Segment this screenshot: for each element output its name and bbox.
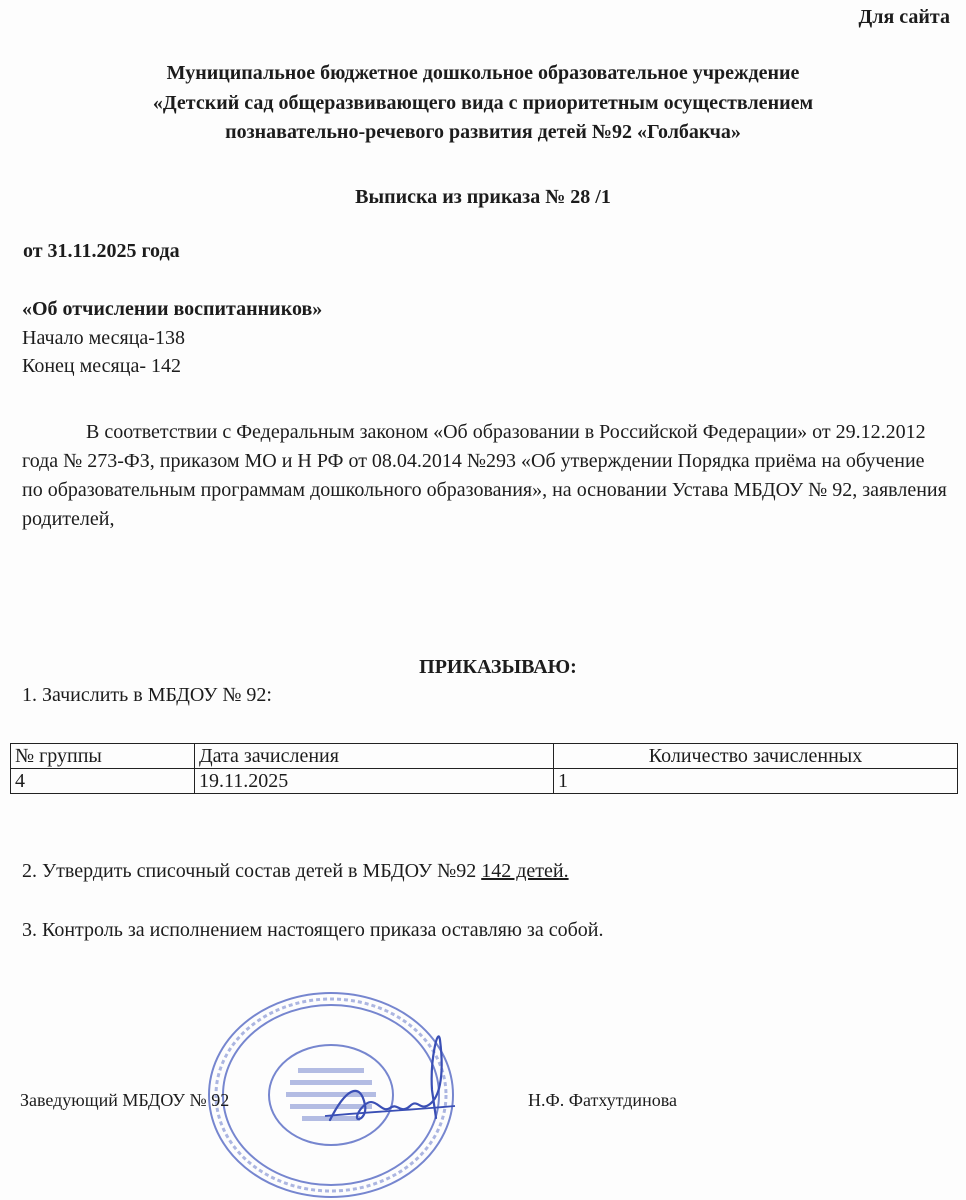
- institution-line-2: «Детский сад общеразвивающего вида с приоритетным осуществлением: [152, 92, 814, 114]
- order-subject: «Об отчислении воспитанников»: [22, 298, 323, 320]
- decree-heading: ПРИКАЗЫВАЮ:: [419, 656, 577, 678]
- signature-icon: [320, 1020, 460, 1140]
- institution-line-3: познавательно-речевого развития детей №92 «Голбакча»: [225, 121, 741, 143]
- enrollment-table: [10, 743, 958, 794]
- order-title: Выписка из приказа № 28 /1: [355, 186, 611, 208]
- header-date: Дата зачисления: [195, 744, 554, 769]
- cell-date: 19.11.2025: [195, 769, 554, 794]
- table-header-row: [11, 744, 958, 769]
- item-2: [22, 860, 569, 883]
- institution-line-1: Муниципальное бюджетное дошкольное образовательное учреждение: [166, 62, 800, 84]
- item-2-text: 2. Утвердить списочный состав детей в МБДОУ №92: [22, 860, 482, 882]
- order-date: от 31.11.2025 года: [23, 240, 180, 262]
- item-2-value: 142 детей.: [481, 860, 569, 882]
- header-group: № группы: [11, 744, 195, 769]
- signature-position: Заведующий МБДОУ № 92: [20, 1090, 230, 1110]
- table-row: [11, 769, 958, 794]
- cell-count: 1: [554, 769, 958, 794]
- item-1: 1. Зачислить в МБДОУ № 92:: [22, 684, 272, 706]
- top-note: Для сайта: [858, 6, 950, 28]
- header-count: Количество зачисленных: [554, 744, 958, 769]
- signature-name: Н.Ф. Фатхутдинова: [528, 1090, 677, 1110]
- basis-paragraph: В соответствии с Федеральным законом «Об образовании в Российской Федерации» от 29.12.2012 года № 273-ФЗ, приказом МО и Н РФ от 08.04.2014 №293 «Об утверждении Порядка приёма на обучение по образовательным программам дошкольного образования», на основании Устава МБДОУ № 92, заявления родителей,: [22, 421, 947, 530]
- cell-group: 4: [11, 769, 195, 794]
- item-3: 3. Контроль за исполнением настоящего приказа оставляю за собой.: [22, 919, 604, 941]
- month-start: Начало месяца-138: [22, 327, 185, 349]
- month-end: Конец месяца- 142: [22, 355, 181, 377]
